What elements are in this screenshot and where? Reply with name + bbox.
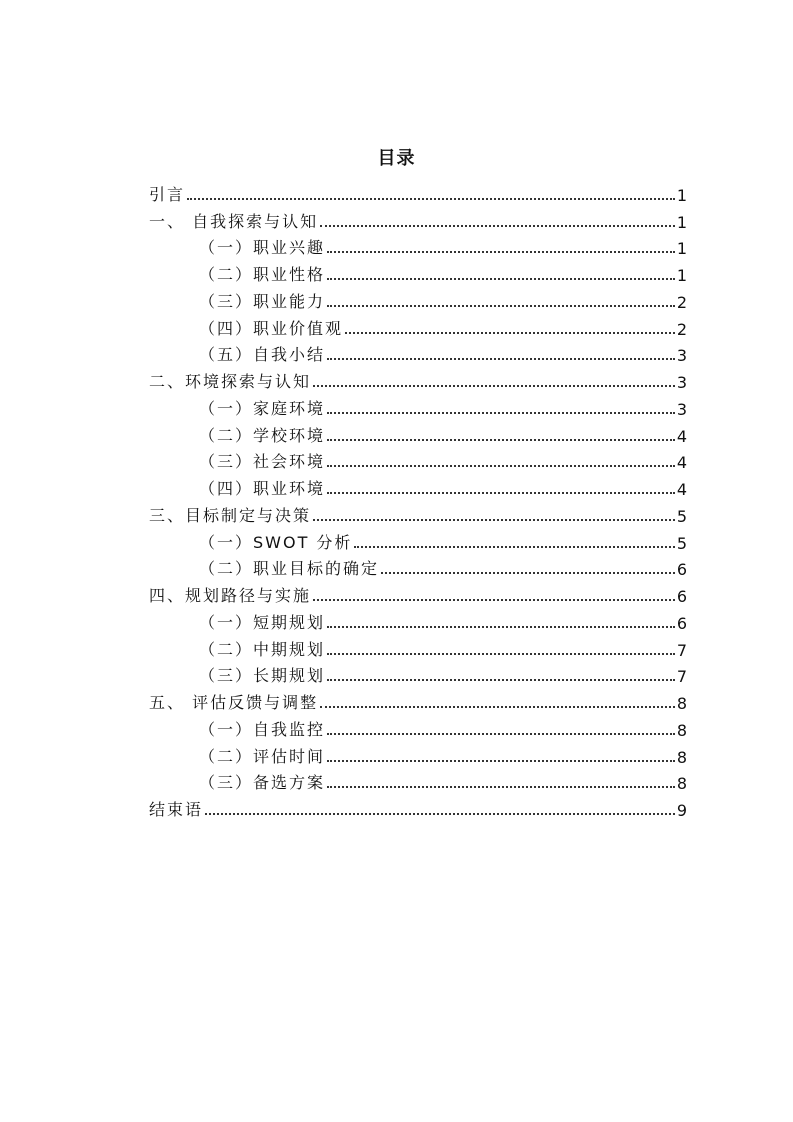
toc-entry[interactable] [149, 312, 687, 339]
toc-dot-leader [327, 251, 675, 253]
toc-entry[interactable] [149, 285, 687, 312]
toc-entry-page: 5 [676, 533, 687, 553]
toc-dot-leader [327, 679, 675, 681]
toc-entry-page: 1 [676, 239, 687, 259]
toc-dot-leader [327, 278, 675, 280]
toc-entry-label: （二）职业目标的确定 [199, 559, 380, 579]
toc-entry[interactable] [149, 660, 687, 687]
toc-dot-leader [327, 305, 675, 307]
toc-title: 目录 [377, 148, 416, 169]
toc-entry-label: （三）长期规划 [199, 666, 326, 686]
toc-entry-page: 4 [676, 453, 687, 473]
toc-dot-leader [327, 653, 675, 655]
toc-dot-leader [327, 760, 675, 762]
toc-entry-page: 8 [676, 720, 687, 740]
toc-entry-page: 8 [676, 694, 687, 713]
toc-entry-label: 四、规划路径与实施 [149, 586, 312, 605]
toc-dot-leader [320, 225, 675, 227]
toc-entry[interactable] [149, 472, 687, 499]
toc-entry-label: （四）职业价值观 [199, 318, 344, 338]
toc-entry-label: （三）备选方案 [199, 773, 326, 793]
toc-dot-leader [327, 465, 675, 467]
toc-entry-page: 8 [676, 774, 687, 794]
toc-entry[interactable] [149, 205, 687, 232]
toc-dot-leader [381, 572, 675, 574]
toc-dot-leader [187, 198, 675, 200]
toc-entry[interactable] [149, 793, 687, 820]
toc-entry[interactable] [149, 232, 687, 259]
toc-entry-page: 5 [676, 506, 687, 526]
toc-entry[interactable] [149, 526, 687, 553]
toc-entry-label: （一）SWOT 分析 [199, 532, 353, 552]
toc-entry[interactable] [149, 553, 687, 580]
toc-entry-label: 二、环境探索与认知 [149, 372, 312, 391]
toc-entry-label: 引言 [149, 184, 186, 204]
toc-entry[interactable] [149, 713, 687, 740]
toc-dot-leader [327, 786, 675, 788]
toc-entry-page: 6 [676, 560, 687, 580]
toc-entry-label: （一）自我监控 [199, 719, 326, 739]
toc-entry-label: （一）家庭环境 [199, 398, 326, 418]
toc-entry-label: （一）职业兴趣 [199, 238, 326, 258]
toc-entry[interactable] [149, 339, 687, 366]
toc-dot-leader [313, 599, 675, 601]
toc-entry-page: 3 [676, 346, 687, 366]
toc-entry-page: 9 [676, 801, 687, 820]
toc-dot-leader [327, 358, 675, 360]
toc-entry-page: 1 [676, 185, 687, 205]
toc-entry-label: （二）评估时间 [199, 746, 326, 766]
toc-dot-leader [354, 546, 674, 548]
toc-entry[interactable] [149, 178, 687, 205]
toc-entry[interactable] [149, 740, 687, 767]
toc-entry-page: 3 [676, 373, 687, 392]
toc-dot-leader [313, 519, 675, 521]
toc-entry-label: 三、目标制定与决策 [149, 505, 312, 525]
toc-dot-leader [313, 385, 675, 387]
toc-entry-page: 6 [676, 587, 687, 606]
toc-entry-label: （三）职业能力 [199, 291, 326, 311]
toc-entry-label: （五）自我小结 [199, 345, 326, 365]
toc-entry[interactable] [149, 633, 687, 660]
table-of-contents [149, 178, 687, 820]
toc-entry[interactable] [149, 258, 687, 285]
toc-entry-page: 7 [676, 640, 687, 660]
toc-dot-leader [345, 332, 675, 334]
toc-entry-page: 2 [676, 292, 687, 312]
toc-entry-page: 1 [676, 266, 687, 285]
toc-entry[interactable] [149, 419, 687, 446]
toc-entry-label: 一、 自我探索与认知 [149, 211, 319, 231]
toc-dot-leader [327, 733, 675, 735]
toc-entry-page: 7 [676, 667, 687, 687]
toc-entry-label: 五、 评估反馈与调整 [149, 693, 319, 712]
toc-entry[interactable] [149, 446, 687, 473]
toc-entry-page: 4 [676, 480, 687, 499]
toc-entry[interactable] [149, 579, 687, 606]
toc-entry-page: 1 [676, 212, 687, 232]
toc-dot-leader [327, 412, 675, 414]
toc-entry[interactable] [149, 392, 687, 419]
toc-entry-label: （二）中期规划 [199, 639, 326, 659]
toc-entry-page: 2 [676, 319, 687, 339]
toc-dot-leader [205, 813, 675, 815]
toc-dot-leader [327, 439, 675, 441]
toc-entry[interactable] [149, 606, 687, 633]
toc-entry[interactable] [149, 686, 687, 713]
toc-dot-leader [327, 626, 675, 628]
toc-entry-label: （二）职业性格 [199, 265, 326, 284]
toc-entry-page: 6 [676, 613, 687, 633]
toc-dot-leader [320, 706, 675, 708]
toc-entry-label: （一）短期规划 [199, 612, 326, 632]
toc-entry-label: 结束语 [149, 800, 204, 819]
toc-entry-page: 3 [676, 399, 687, 419]
toc-entry-page: 4 [676, 426, 687, 446]
toc-entry-page: 8 [676, 747, 687, 767]
toc-entry[interactable] [149, 365, 687, 392]
toc-entry-label: （四）职业环境 [199, 479, 326, 498]
toc-entry-label: （二）学校环境 [199, 425, 326, 445]
toc-entry-label: （三）社会环境 [199, 452, 326, 472]
toc-dot-leader [327, 492, 675, 494]
toc-entry[interactable] [149, 499, 687, 526]
toc-entry[interactable] [149, 767, 687, 794]
